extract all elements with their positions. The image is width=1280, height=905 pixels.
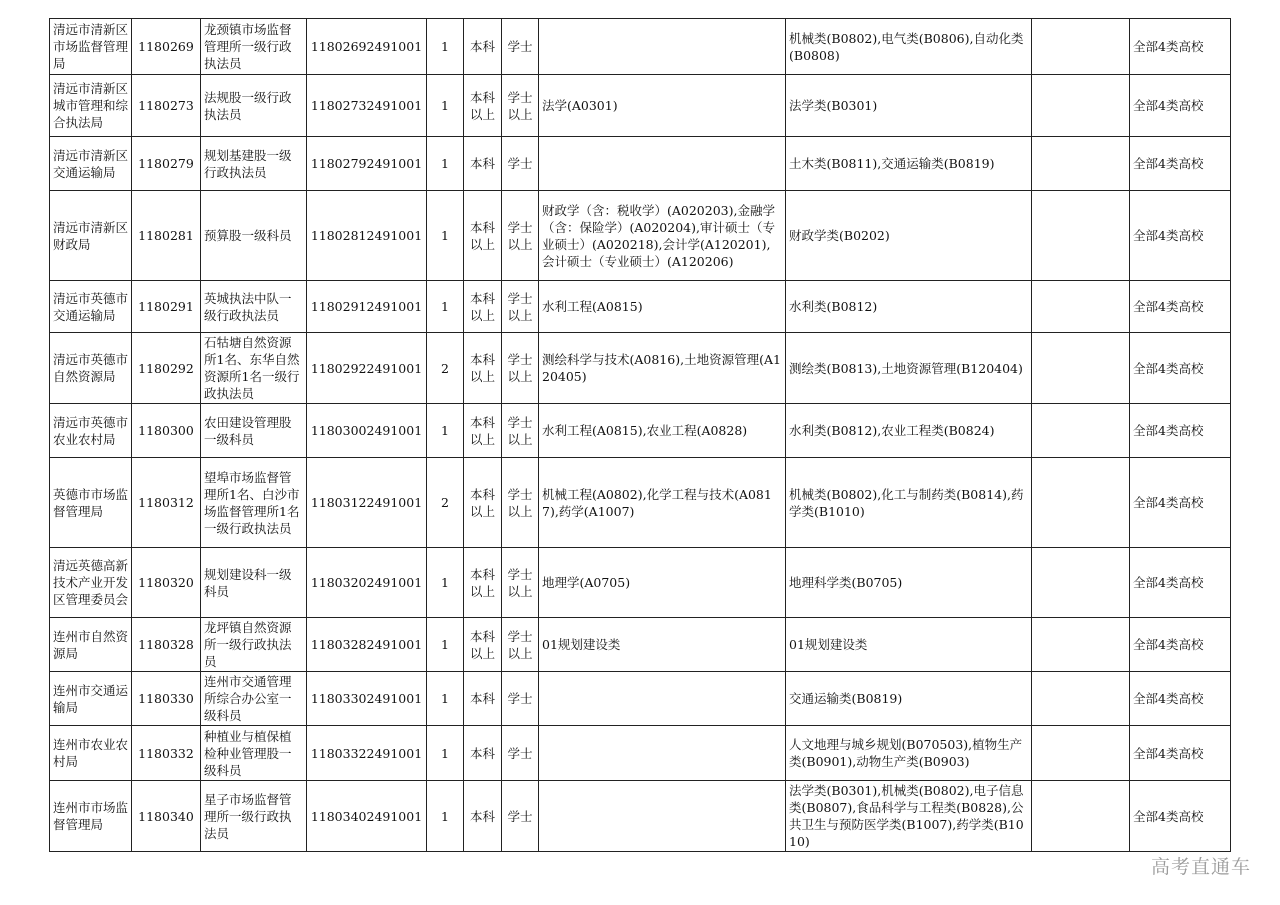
college-type-cell: 全部4类高校 xyxy=(1130,672,1231,726)
table-row xyxy=(50,404,1231,458)
registration-code-cell: 11803282491001 xyxy=(307,618,427,672)
position-cell: 龙坪镇自然资源所一级行政执法员 xyxy=(201,618,307,672)
position-cell: 望埠市场监督管理所1名、白沙市场监督管理所1名一级行政执法员 xyxy=(201,458,307,548)
undergraduate-major-cell: 人文地理与城乡规划(B070503),植物生产类(B0901),动物生产类(B0903) xyxy=(786,726,1032,781)
extra-requirement-cell xyxy=(1032,618,1130,672)
table-row xyxy=(50,75,1231,137)
unit-cell: 连州市交通运输局 xyxy=(50,672,132,726)
table-row xyxy=(50,458,1231,548)
headcount-cell: 1 xyxy=(427,191,464,281)
job-code-cell: 1180332 xyxy=(132,726,201,781)
unit-cell: 清远市英德市自然资源局 xyxy=(50,333,132,404)
education-cell: 本科以上 xyxy=(464,333,502,404)
degree-cell: 学士以上 xyxy=(502,458,539,548)
college-type-cell: 全部4类高校 xyxy=(1130,19,1231,75)
undergraduate-major-cell: 机械类(B0802),电气类(B0806),自动化类(B0808) xyxy=(786,19,1032,75)
postgraduate-major-cell xyxy=(539,137,786,191)
extra-requirement-cell xyxy=(1032,137,1130,191)
undergraduate-major-cell: 水利类(B0812) xyxy=(786,281,1032,333)
headcount-cell: 1 xyxy=(427,781,464,852)
degree-cell: 学士 xyxy=(502,726,539,781)
table-row xyxy=(50,672,1231,726)
postgraduate-major-cell: 机械工程(A0802),化学工程与技术(A0817),药学(A1007) xyxy=(539,458,786,548)
postgraduate-major-cell: 测绘科学与技术(A0816),土地资源管理(A120405) xyxy=(539,333,786,404)
postgraduate-major-cell: 01规划建设类 xyxy=(539,618,786,672)
headcount-cell: 1 xyxy=(427,548,464,618)
position-cell: 星子市场监督管理所一级行政执法员 xyxy=(201,781,307,852)
unit-cell: 清远市英德市农业农村局 xyxy=(50,404,132,458)
undergraduate-major-cell: 法学类(B0301) xyxy=(786,75,1032,137)
unit-cell: 清远市清新区城市管理和综合执法局 xyxy=(50,75,132,137)
education-cell: 本科以上 xyxy=(464,458,502,548)
postgraduate-major-cell: 水利工程(A0815) xyxy=(539,281,786,333)
table-row xyxy=(50,191,1231,281)
job-code-cell: 1180340 xyxy=(132,781,201,852)
unit-cell: 连州市农业农村局 xyxy=(50,726,132,781)
undergraduate-major-cell: 01规划建设类 xyxy=(786,618,1032,672)
registration-code-cell: 11802792491001 xyxy=(307,137,427,191)
education-cell: 本科 xyxy=(464,672,502,726)
headcount-cell: 1 xyxy=(427,19,464,75)
headcount-cell: 1 xyxy=(427,672,464,726)
college-type-cell: 全部4类高校 xyxy=(1130,458,1231,548)
registration-code-cell: 11802912491001 xyxy=(307,281,427,333)
degree-cell: 学士以上 xyxy=(502,548,539,618)
job-code-cell: 1180273 xyxy=(132,75,201,137)
job-code-cell: 1180291 xyxy=(132,281,201,333)
table-row xyxy=(50,618,1231,672)
extra-requirement-cell xyxy=(1032,191,1130,281)
headcount-cell: 1 xyxy=(427,75,464,137)
education-cell: 本科以上 xyxy=(464,281,502,333)
registration-code-cell: 11802812491001 xyxy=(307,191,427,281)
position-cell: 种植业与植保植检种业管理股一级科员 xyxy=(201,726,307,781)
extra-requirement-cell xyxy=(1032,333,1130,404)
position-cell: 农田建设管理股一级科员 xyxy=(201,404,307,458)
position-cell: 预算股一级科员 xyxy=(201,191,307,281)
position-cell: 英城执法中队一级行政执法员 xyxy=(201,281,307,333)
college-type-cell: 全部4类高校 xyxy=(1130,281,1231,333)
headcount-cell: 1 xyxy=(427,281,464,333)
position-cell: 石牯塘自然资源所1名、东华自然资源所1名一级行政执法员 xyxy=(201,333,307,404)
extra-requirement-cell xyxy=(1032,781,1130,852)
registration-code-cell: 11803302491001 xyxy=(307,672,427,726)
position-cell: 龙颈镇市场监督管理所一级行政执法员 xyxy=(201,19,307,75)
college-type-cell: 全部4类高校 xyxy=(1130,333,1231,404)
extra-requirement-cell xyxy=(1032,404,1130,458)
table-row xyxy=(50,333,1231,404)
registration-code-cell: 11803402491001 xyxy=(307,781,427,852)
degree-cell: 学士 xyxy=(502,781,539,852)
education-cell: 本科以上 xyxy=(464,618,502,672)
postgraduate-major-cell: 水利工程(A0815),农业工程(A0828) xyxy=(539,404,786,458)
registration-code-cell: 11802732491001 xyxy=(307,75,427,137)
unit-cell: 清远英德高新技术产业开发区管理委员会 xyxy=(50,548,132,618)
college-type-cell: 全部4类高校 xyxy=(1130,781,1231,852)
degree-cell: 学士 xyxy=(502,137,539,191)
college-type-cell: 全部4类高校 xyxy=(1130,726,1231,781)
education-cell: 本科以上 xyxy=(464,191,502,281)
headcount-cell: 2 xyxy=(427,333,464,404)
college-type-cell: 全部4类高校 xyxy=(1130,404,1231,458)
position-cell: 规划建设科一级科员 xyxy=(201,548,307,618)
table-row xyxy=(50,548,1231,618)
headcount-cell: 1 xyxy=(427,404,464,458)
undergraduate-major-cell: 水利类(B0812),农业工程类(B0824) xyxy=(786,404,1032,458)
unit-cell: 清远市清新区交通运输局 xyxy=(50,137,132,191)
watermark-text: 高考直通车 xyxy=(1150,856,1251,878)
job-code-cell: 1180300 xyxy=(132,404,201,458)
postgraduate-major-cell xyxy=(539,672,786,726)
education-cell: 本科以上 xyxy=(464,75,502,137)
registration-code-cell: 11803002491001 xyxy=(307,404,427,458)
degree-cell: 学士 xyxy=(502,19,539,75)
job-code-cell: 1180328 xyxy=(132,618,201,672)
headcount-cell: 1 xyxy=(427,618,464,672)
position-cell: 规划基建股一级行政执法员 xyxy=(201,137,307,191)
undergraduate-major-cell: 法学类(B0301),机械类(B0802),电子信息类(B0807),食品科学与工程类(B0828),公共卫生与预防医学类(B1007),药学类(B1010) xyxy=(786,781,1032,852)
headcount-cell: 2 xyxy=(427,458,464,548)
extra-requirement-cell xyxy=(1032,672,1130,726)
table-row xyxy=(50,137,1231,191)
college-type-cell: 全部4类高校 xyxy=(1130,75,1231,137)
degree-cell: 学士 xyxy=(502,672,539,726)
job-code-cell: 1180320 xyxy=(132,548,201,618)
unit-cell: 清远市清新区财政局 xyxy=(50,191,132,281)
unit-cell: 清远市英德市交通运输局 xyxy=(50,281,132,333)
job-code-cell: 1180279 xyxy=(132,137,201,191)
undergraduate-major-cell: 测绘类(B0813),土地资源管理(B120404) xyxy=(786,333,1032,404)
table-row xyxy=(50,19,1231,75)
extra-requirement-cell xyxy=(1032,726,1130,781)
education-cell: 本科以上 xyxy=(464,548,502,618)
extra-requirement-cell xyxy=(1032,281,1130,333)
education-cell: 本科以上 xyxy=(464,404,502,458)
education-cell: 本科 xyxy=(464,137,502,191)
degree-cell: 学士以上 xyxy=(502,404,539,458)
headcount-cell: 1 xyxy=(427,137,464,191)
table-row xyxy=(50,781,1231,852)
undergraduate-major-cell: 地理科学类(B0705) xyxy=(786,548,1032,618)
position-cell: 连州市交通管理所综合办公室一级科员 xyxy=(201,672,307,726)
college-type-cell: 全部4类高校 xyxy=(1130,548,1231,618)
degree-cell: 学士以上 xyxy=(502,333,539,404)
extra-requirement-cell xyxy=(1032,75,1130,137)
registration-code-cell: 11802922491001 xyxy=(307,333,427,404)
registration-code-cell: 11802692491001 xyxy=(307,19,427,75)
extra-requirement-cell xyxy=(1032,19,1130,75)
degree-cell: 学士以上 xyxy=(502,75,539,137)
table-row xyxy=(50,281,1231,333)
registration-code-cell: 11803202491001 xyxy=(307,548,427,618)
degree-cell: 学士以上 xyxy=(502,618,539,672)
education-cell: 本科 xyxy=(464,726,502,781)
postgraduate-major-cell xyxy=(539,726,786,781)
degree-cell: 学士以上 xyxy=(502,191,539,281)
headcount-cell: 1 xyxy=(427,726,464,781)
job-table xyxy=(49,18,1231,852)
education-cell: 本科 xyxy=(464,781,502,852)
registration-code-cell: 11803122491001 xyxy=(307,458,427,548)
unit-cell: 连州市市场监督管理局 xyxy=(50,781,132,852)
job-code-cell: 1180292 xyxy=(132,333,201,404)
college-type-cell: 全部4类高校 xyxy=(1130,191,1231,281)
undergraduate-major-cell: 财政学类(B0202) xyxy=(786,191,1032,281)
unit-cell: 英德市市场监督管理局 xyxy=(50,458,132,548)
extra-requirement-cell xyxy=(1032,548,1130,618)
postgraduate-major-cell xyxy=(539,19,786,75)
college-type-cell: 全部4类高校 xyxy=(1130,137,1231,191)
degree-cell: 学士以上 xyxy=(502,281,539,333)
job-code-cell: 1180330 xyxy=(132,672,201,726)
table-row xyxy=(50,726,1231,781)
undergraduate-major-cell: 交通运输类(B0819) xyxy=(786,672,1032,726)
undergraduate-major-cell: 土木类(B0811),交通运输类(B0819) xyxy=(786,137,1032,191)
job-code-cell: 1180269 xyxy=(132,19,201,75)
unit-cell: 连州市自然资源局 xyxy=(50,618,132,672)
job-code-cell: 1180312 xyxy=(132,458,201,548)
postgraduate-major-cell xyxy=(539,781,786,852)
extra-requirement-cell xyxy=(1032,458,1130,548)
postgraduate-major-cell: 财政学（含：税收学）(A020203),金融学（含：保险学）(A020204),审计硕士（专业硕士）(A020218),会计学(A120201),会计硕士（专业硕士）(A120206) xyxy=(539,191,786,281)
position-cell: 法规股一级行政执法员 xyxy=(201,75,307,137)
registration-code-cell: 11803322491001 xyxy=(307,726,427,781)
education-cell: 本科 xyxy=(464,19,502,75)
postgraduate-major-cell: 地理学(A0705) xyxy=(539,548,786,618)
unit-cell: 清远市清新区市场监督管理局 xyxy=(50,19,132,75)
college-type-cell: 全部4类高校 xyxy=(1130,618,1231,672)
undergraduate-major-cell: 机械类(B0802),化工与制药类(B0814),药学类(B1010) xyxy=(786,458,1032,548)
job-code-cell: 1180281 xyxy=(132,191,201,281)
postgraduate-major-cell: 法学(A0301) xyxy=(539,75,786,137)
